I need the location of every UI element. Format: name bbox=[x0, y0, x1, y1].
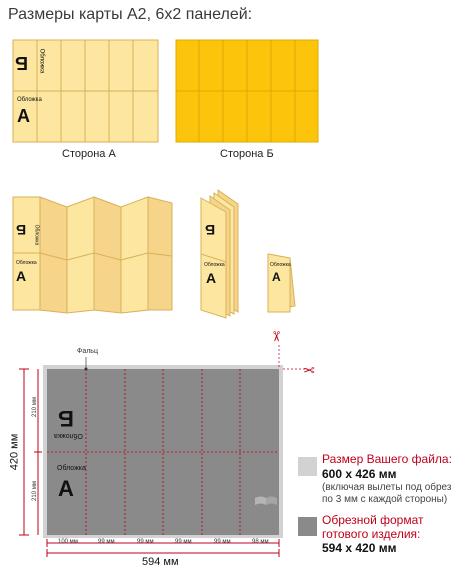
side-a-caption: Сторона А bbox=[62, 148, 116, 160]
zigzag-folded-sheet bbox=[13, 197, 172, 313]
trim-size-title: Обрезной формат bbox=[322, 513, 424, 527]
side-a-sheet bbox=[13, 40, 158, 142]
column-width-label: 99 мм bbox=[137, 539, 154, 545]
height-label: 420 мм bbox=[8, 433, 21, 471]
side-b-caption: Сторона Б bbox=[220, 148, 274, 160]
scissors-icon: ✂ bbox=[303, 362, 315, 378]
back-cover-label: Обложка bbox=[54, 432, 83, 439]
column-width-label: 100 мм bbox=[58, 539, 78, 545]
front-letter: А bbox=[16, 268, 27, 284]
fold-label: Фальц bbox=[77, 348, 98, 355]
column-width-label: 98 мм bbox=[252, 539, 269, 545]
column-width-label: 99 мм bbox=[98, 539, 115, 545]
back-letter: Б bbox=[16, 222, 27, 238]
back-cover-label: Обложка bbox=[33, 224, 40, 246]
column-width-label: 99 мм bbox=[214, 539, 231, 545]
file-size-note: (включая вылеты под обрез bbox=[322, 482, 452, 493]
trim-size-swatch bbox=[298, 517, 317, 536]
half-height-label: 210 мм bbox=[31, 397, 38, 417]
width-dimension bbox=[47, 539, 279, 557]
back-letter: Б bbox=[205, 222, 216, 238]
column-width-label: 99 мм bbox=[175, 539, 192, 545]
front-cover-label: Обложка bbox=[16, 260, 37, 266]
back-letter: Б bbox=[58, 406, 74, 431]
side-b-sheet bbox=[176, 40, 318, 142]
file-size-value: 600 x 426 мм bbox=[322, 467, 397, 481]
scissors-icon: ✂ bbox=[268, 330, 285, 343]
file-size-title: Размер Вашего файла: bbox=[322, 452, 452, 466]
half-height-label: 210 мм bbox=[31, 481, 38, 501]
front-cover-label: Обложка bbox=[17, 97, 42, 103]
front-letter: А bbox=[17, 106, 30, 126]
accordion-stack bbox=[201, 190, 238, 318]
width-label: 594 мм bbox=[142, 556, 179, 568]
page-title: Размеры карты А2, 6х2 панелей: bbox=[8, 6, 253, 23]
back-cover-label: Обложка bbox=[38, 48, 45, 74]
file-size-note: по 3 мм с каждой стороны) bbox=[322, 494, 448, 505]
front-letter: А bbox=[58, 476, 74, 501]
file-size-swatch bbox=[298, 457, 317, 476]
front-cover-label: Обложка bbox=[270, 262, 291, 268]
front-letter: А bbox=[272, 270, 281, 284]
back-letter: Б bbox=[15, 53, 28, 73]
front-letter: А bbox=[206, 270, 217, 286]
trim-sheet bbox=[47, 369, 279, 535]
trim-size-value: 594 x 420 мм bbox=[322, 541, 397, 555]
front-cover-label: Обложка bbox=[57, 465, 86, 472]
trim-size-title: готового изделия: bbox=[322, 527, 421, 541]
fold-marker bbox=[85, 357, 88, 371]
front-cover-label: Обложка bbox=[204, 262, 225, 268]
height-dimension bbox=[19, 369, 42, 535]
